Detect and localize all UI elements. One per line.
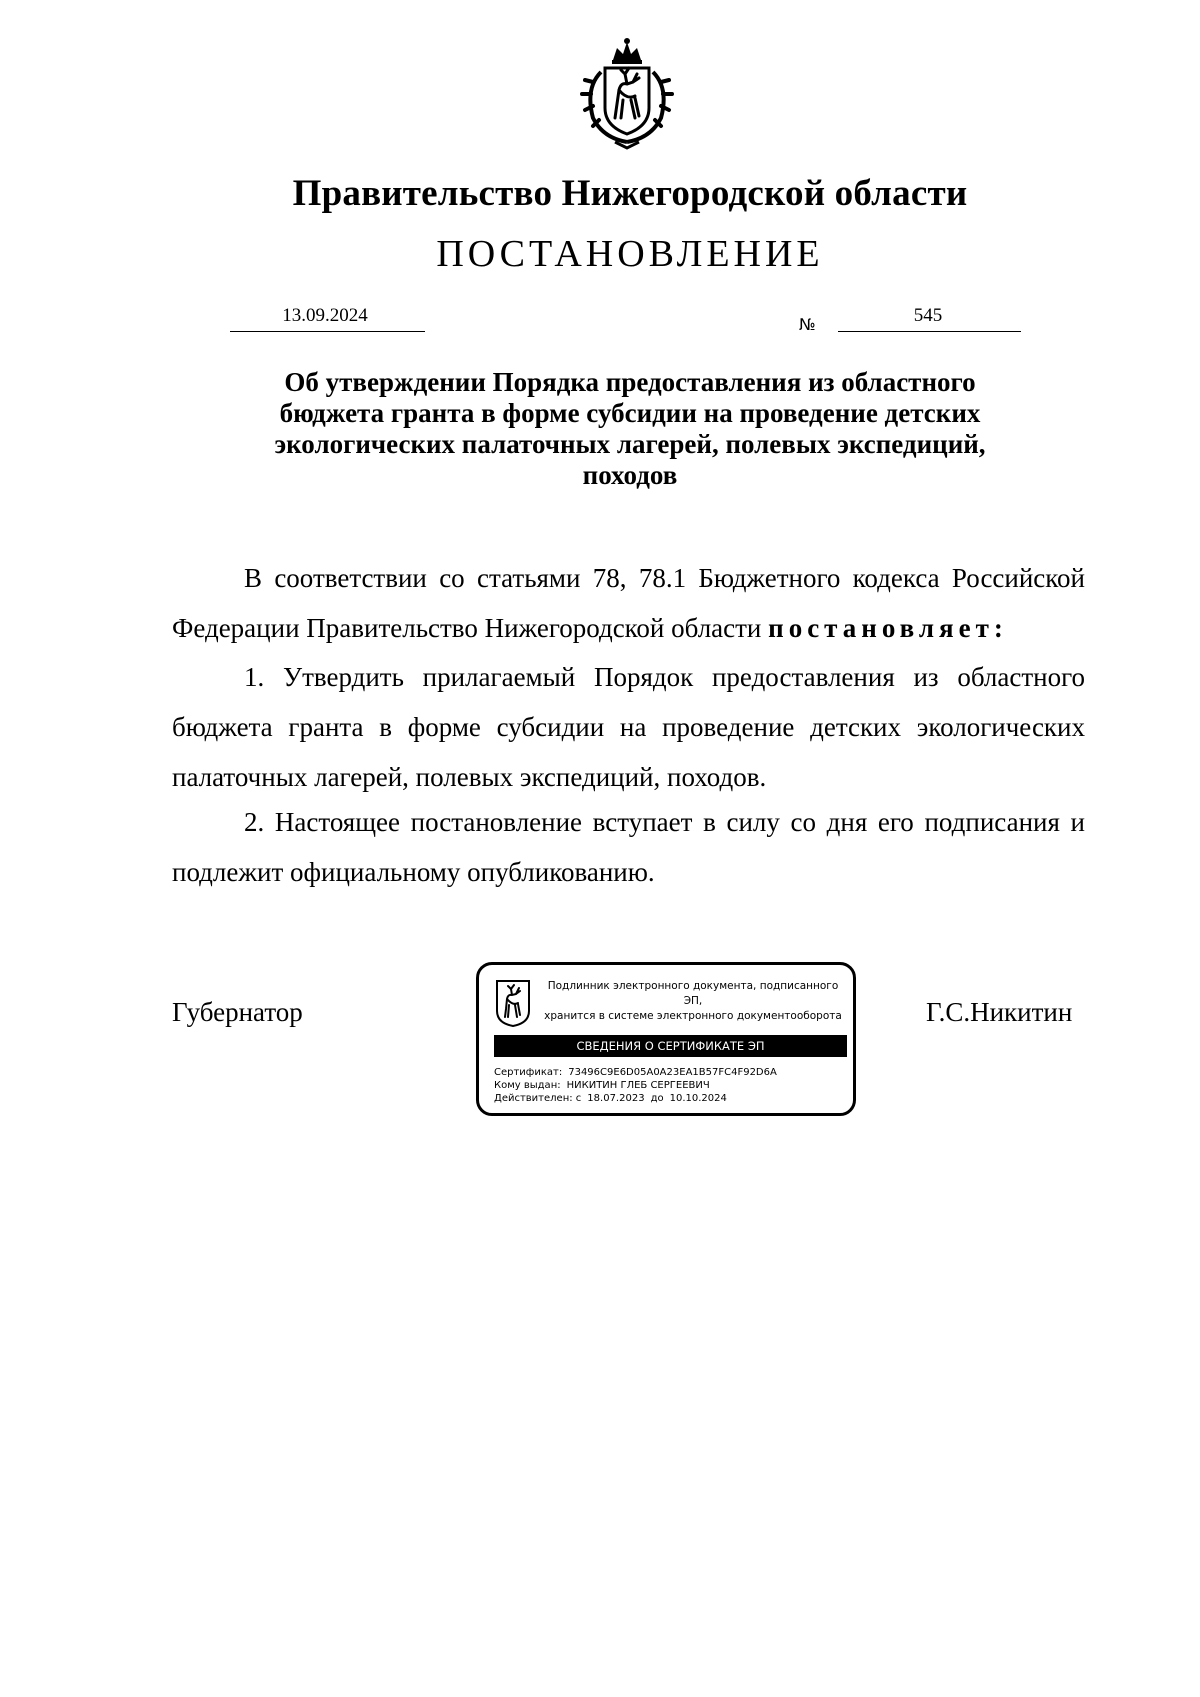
valid-to-label: до bbox=[650, 1093, 664, 1104]
date-underline bbox=[230, 331, 425, 332]
resolves-word: постановляет: bbox=[768, 613, 1008, 643]
stamp-header-line1: Подлинник электронного документа, подписанного ЭП, bbox=[547, 980, 839, 1007]
intro-paragraph bbox=[172, 553, 1085, 653]
cert-label: Сертификат: bbox=[494, 1067, 563, 1078]
item-2-paragraph: 2. Настоящее постановление вступает в силу со дня его подписания и подлежит официальному опубликованию. bbox=[172, 807, 1085, 887]
document-title: Об утверждении Порядка предоставления из областного бюджета гранта в форме субсидии на проведение детских экологических палаточных лагерей, полевых экспедиций, походов bbox=[274, 367, 986, 490]
stamp-header-line2: хранится в системе электронного документооборота bbox=[544, 1010, 842, 1022]
document-date: 13.09.2024 bbox=[282, 305, 368, 326]
valid-from: 18.07.2023 bbox=[587, 1093, 645, 1104]
issued-row bbox=[494, 1079, 849, 1092]
document-number: 545 bbox=[913, 305, 943, 326]
valid-to: 10.10.2024 bbox=[669, 1093, 727, 1104]
issued-label: Кому выдан: bbox=[494, 1080, 561, 1091]
cert-value: 73496C9E6D05A0A23EA1B57FC4F92D6A bbox=[568, 1067, 777, 1078]
document-type: ПОСТАНОВЛЕНИЕ bbox=[436, 233, 824, 275]
certificate-info-bar: СВЕДЕНИЯ О СЕРТИФИКАТЕ ЭП bbox=[494, 1035, 847, 1057]
electronic-signature-stamp bbox=[476, 962, 856, 1116]
number-sign: № bbox=[799, 315, 816, 334]
coat-of-arms-deer-icon bbox=[495, 979, 531, 1027]
item-1-paragraph: 1. Утвердить прилагаемый Порядок предоставления из областного бюджета гранта в форме субсидии на проведение детских экологических палаточных лагерей, полевых экспедиций, походов. bbox=[172, 662, 1085, 792]
organization-name: Правительство Нижегородской области bbox=[292, 173, 968, 214]
valid-label: Действителен: с bbox=[494, 1093, 582, 1104]
number-underline bbox=[838, 331, 1021, 332]
intro-text: В соответствии со статьями 78, 78.1 Бюджетного кодекса Российской Федерации Правительство Нижегородской области bbox=[172, 563, 1085, 643]
certificate-row bbox=[494, 1066, 849, 1079]
signer-position: Губернатор bbox=[172, 997, 303, 1027]
signer-name: Г.С.Никитин bbox=[926, 997, 1073, 1027]
certificate-details bbox=[494, 1066, 849, 1105]
coat-of-arms-icon bbox=[571, 38, 683, 150]
stamp-header bbox=[537, 979, 849, 1024]
issued-value: НИКИТИН ГЛЕБ СЕРГЕЕВИЧ bbox=[566, 1080, 710, 1091]
validity-row bbox=[494, 1092, 849, 1105]
